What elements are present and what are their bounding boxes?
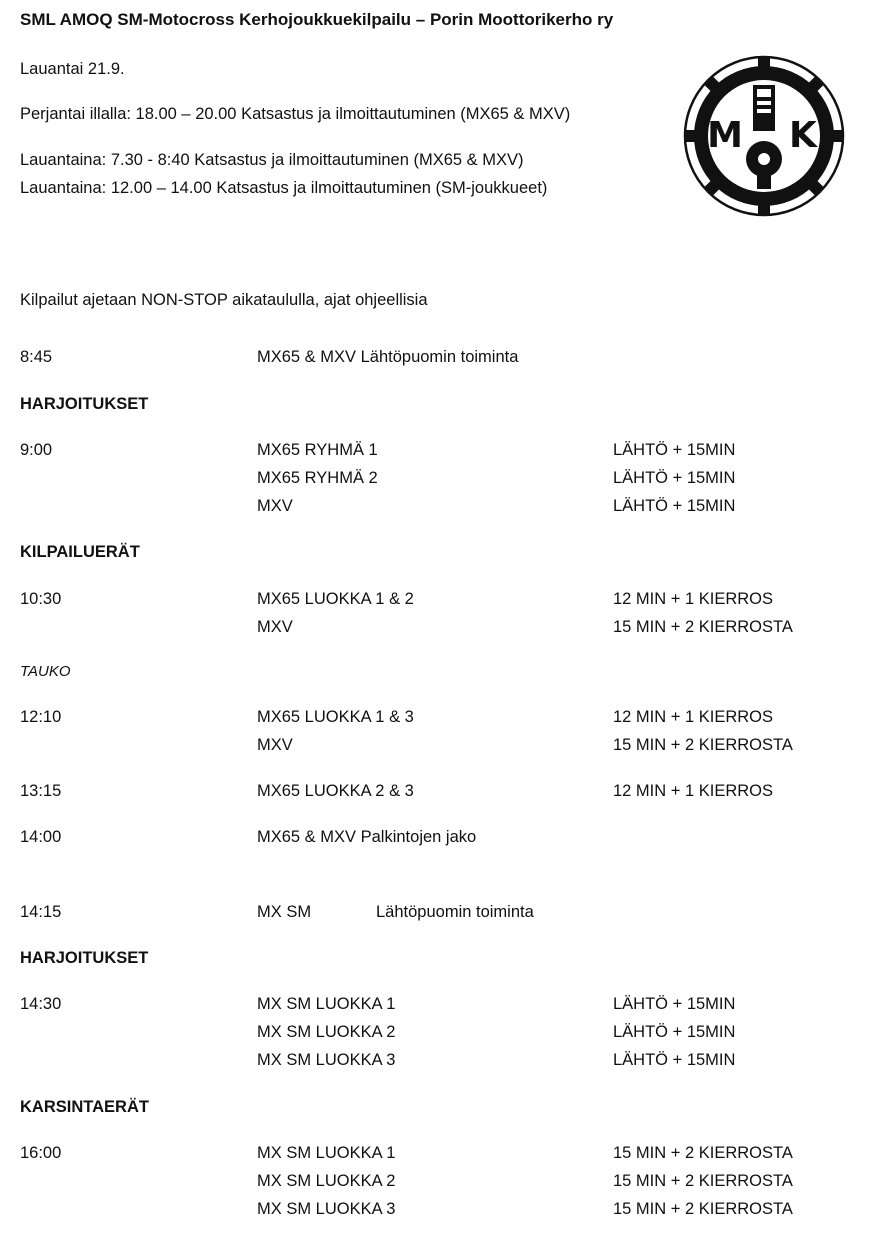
class-cell: MXV xyxy=(257,618,293,636)
duration-cell: LÄHTÖ + 15MIN xyxy=(613,497,736,515)
duration-cell: 15 MIN + 2 KIERROSTA xyxy=(613,618,793,636)
class-cell: MX65 RYHMÄ 1 xyxy=(257,441,378,459)
class-cell: MX SM xyxy=(257,903,312,921)
duration-cell: 15 MIN + 2 KIERROSTA xyxy=(613,1172,793,1190)
duration-cell: 12 MIN + 1 KIERROS xyxy=(613,782,774,800)
duration-cell: 15 MIN + 2 KIERROSTA xyxy=(613,1144,793,1162)
info-line: Lauantaina: 7.30 - 8:40 Katsastus ja ilmoittautuminen (MX65 & MXV) xyxy=(20,151,524,169)
page-title: SML AMOQ SM-Motocross Kerhojoukkuekilpailu – Porin Moottorikerho ry xyxy=(20,10,614,29)
info-line: Lauantaina: 12.00 – 14.00 Katsastus ja ilmoittautuminen (SM-joukkueet) xyxy=(20,179,548,197)
section-heading: HARJOITUKSET xyxy=(20,395,149,413)
class-cell: MX65 & MXV Palkintojen jako xyxy=(257,828,477,846)
duration-cell: 15 MIN + 2 KIERROSTA xyxy=(613,736,793,754)
duration-cell: LÄHTÖ + 15MIN xyxy=(613,441,736,459)
time-cell: 14:15 xyxy=(20,903,62,921)
event-date: Lauantai 21.9. xyxy=(20,60,125,78)
class-cell: MX SM LUOKKA 3 xyxy=(257,1200,396,1218)
time-cell: 8:45 xyxy=(20,348,53,366)
class-cell: MX65 LUOKKA 1 & 2 xyxy=(257,590,414,608)
duration-cell: LÄHTÖ + 15MIN xyxy=(613,1023,736,1041)
class-cell: MXV xyxy=(257,736,293,754)
logo-letter: K xyxy=(789,115,817,156)
time-cell: 13:15 xyxy=(20,782,62,800)
info-line: Perjantai illalla: 18.00 – 20.00 Katsastus ja ilmoittautuminen (MX65 & MXV) xyxy=(20,105,571,123)
break-label: TAUKO xyxy=(20,663,71,680)
class-cell: MX SM LUOKKA 2 xyxy=(257,1023,396,1041)
duration-cell: LÄHTÖ + 15MIN xyxy=(613,1051,736,1069)
class-cell: MX SM LUOKKA 1 xyxy=(257,1144,396,1162)
activity-cell: Lähtöpuomin toiminta xyxy=(376,903,534,921)
section-heading: KARSINTAERÄT xyxy=(20,1098,149,1116)
time-cell: 12:10 xyxy=(20,708,62,726)
section-heading: KILPAILUERÄT xyxy=(20,543,140,561)
schedule-note: Kilpailut ajetaan NON-STOP aikataululla, ajat ohjeellisia xyxy=(20,291,428,309)
time-cell: 16:00 xyxy=(20,1144,62,1162)
time-cell: 9:00 xyxy=(20,441,53,459)
duration-cell: LÄHTÖ + 15MIN xyxy=(613,995,736,1013)
time-cell: 10:30 xyxy=(20,590,62,608)
class-cell: MX65 & MXV Lähtöpuomin toiminta xyxy=(257,348,519,366)
duration-cell: LÄHTÖ + 15MIN xyxy=(613,469,736,487)
class-cell: MXV xyxy=(257,497,293,515)
class-cell: MX SM LUOKKA 2 xyxy=(257,1172,396,1190)
logo-letter: M xyxy=(707,115,743,156)
section-heading: HARJOITUKSET xyxy=(20,949,149,967)
class-cell: MX65 RYHMÄ 2 xyxy=(257,469,378,487)
class-cell: MX65 LUOKKA 1 & 3 xyxy=(257,708,414,726)
class-cell: MX65 LUOKKA 2 & 3 xyxy=(257,782,414,800)
duration-cell: 12 MIN + 1 KIERROS xyxy=(613,590,774,608)
club-emblem-icon xyxy=(683,55,845,217)
class-cell: MX SM LUOKKA 1 xyxy=(257,995,396,1013)
time-cell: 14:00 xyxy=(20,828,62,846)
duration-cell: 15 MIN + 2 KIERROSTA xyxy=(613,1200,793,1218)
time-cell: 14:30 xyxy=(20,995,62,1013)
duration-cell: 12 MIN + 1 KIERROS xyxy=(613,708,774,726)
class-cell: MX SM LUOKKA 3 xyxy=(257,1051,396,1069)
